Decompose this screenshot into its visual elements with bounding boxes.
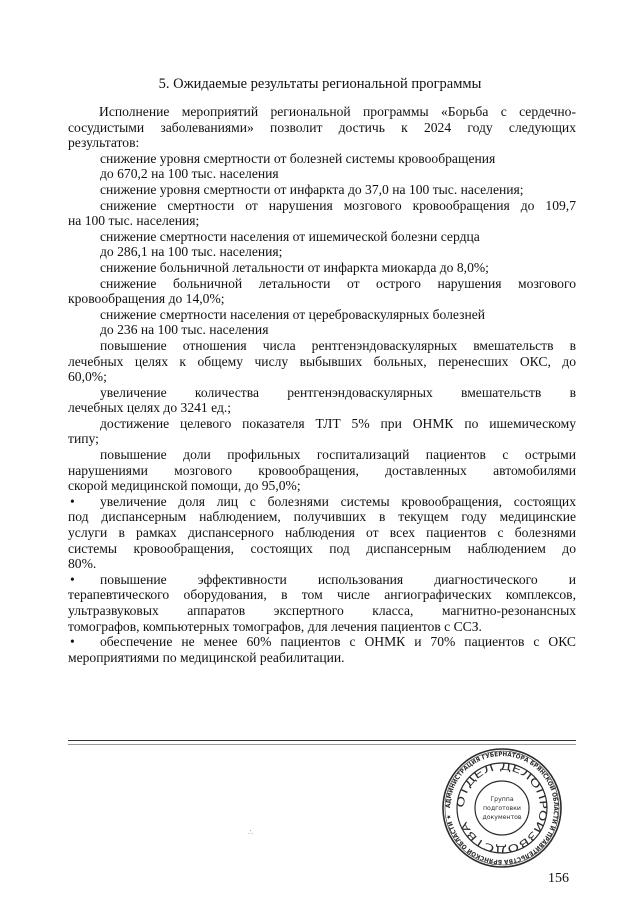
text-line (68, 276, 576, 292)
text-line (68, 244, 576, 260)
text-line (68, 104, 576, 120)
text-line-content: мероприятиями по медицинской реабилитации. (68, 649, 345, 665)
scan-speck: ∴ (248, 828, 254, 837)
text-line (68, 166, 576, 182)
text-line (68, 572, 576, 588)
text-line-content: Исполнение мероприятий региональной программы «Борьба с сердечно- (99, 104, 576, 119)
text-line (68, 478, 576, 494)
text-line (68, 322, 576, 338)
text-line-content: лечебных целях до 3241 ед.; (68, 400, 232, 416)
text-line-content: повышение отношения числа рентгенэндоваскулярных вмешательств в (100, 337, 576, 353)
text-line-content: достижение целевого показателя ТЛТ 5% при ОНМК по ишемическому (100, 415, 576, 431)
bullet-marker: • (70, 493, 75, 509)
text-line (68, 509, 576, 525)
text-line-content: на 100 тыс. населения; (68, 213, 200, 229)
text-line-content: снижение уровня смертности от болезней системы кровообращения (100, 150, 496, 166)
page-number: 156 (548, 871, 569, 886)
text-line-content: терапевтического оборудования, в том числе ангиографических комплексов, (68, 587, 576, 603)
section-heading: 5. Ожидаемые результаты региональной программы (158, 76, 482, 92)
text-line-content: повышение доли профильных госпитализаций пациентов с острыми (100, 447, 576, 463)
text-line (68, 463, 576, 479)
stamp-center-line-3: документов (482, 814, 522, 821)
text-line (68, 135, 576, 151)
body-text (68, 104, 576, 665)
text-line (68, 291, 576, 307)
text-line (68, 198, 576, 214)
stamp-center-line-1: Группа (490, 796, 514, 803)
text-line-content: 60,0%; (68, 369, 107, 385)
text-line (68, 634, 576, 650)
text-line-content: кровообращения до 14,0%; (68, 291, 225, 307)
text-line-content: до 286,1 на 100 тыс. населения; (100, 244, 283, 260)
text-line (68, 307, 576, 323)
text-line-content: увеличение доля лиц с болезнями системы кровообращения, состоящих (100, 493, 576, 509)
text-line (68, 587, 576, 603)
text-line (68, 385, 576, 401)
stamp-inner-ring-text: ОТДЕЛ ДЕЛОПРОИЗВОДСТВА (455, 761, 549, 855)
text-line-content: до 236 на 100 тыс. населения (100, 322, 269, 338)
text-line (68, 541, 576, 557)
separator-line (68, 740, 576, 741)
text-line (68, 556, 576, 572)
text-line (68, 416, 576, 432)
text-line-content: снижение уровня смертности от инфаркта до 37,0 на 100 тыс. населения; (100, 181, 524, 197)
text-line-content: скорой медицинской помощи, до 95,0%; (68, 478, 301, 494)
text-line-content: обеспечение не менее 60% пациентов с ОНМК и 70% пациентов с ОКС (100, 634, 576, 650)
text-line (68, 619, 576, 635)
text-line (68, 369, 576, 385)
official-stamp (441, 747, 563, 869)
text-line-content: томографов, компьютерных томографов, для лечения пациентов с ССЗ. (68, 618, 482, 634)
text-line (68, 431, 576, 447)
text-line (68, 338, 576, 354)
text-line-content: типу; (68, 431, 99, 447)
text-line-content: до 670,2 на 100 тыс. населения (100, 166, 279, 182)
bullet-marker: • (70, 571, 75, 587)
stamp-outer-ring-text: АДМИНИСТРАЦИЯ ГУБЕРНАТОРА БРЯНСКОЙ ОБЛАСТИ И ПРАВИТЕЛЬСТВА БРЯНСКОЙ ОБЛАСТИ ★ (444, 750, 560, 866)
text-line-content: ультразвуковых аппаратов экспертного класса, магнитно-резонансных (68, 603, 576, 618)
bullet-marker: • (70, 634, 75, 650)
separator-line-secondary (68, 744, 576, 745)
text-line-content: лечебных целях к общему числу выбывших больных, перенесших ОКС, до (68, 353, 576, 369)
text-line (68, 447, 576, 463)
text-line (68, 120, 576, 136)
text-line-content: снижение смертности населения от цереброваскулярных болезней (100, 306, 486, 322)
stamp-center-line-2: подготовки (483, 805, 521, 812)
text-line (68, 151, 576, 167)
text-line-content: снижение больничной летальности от острого нарушения мозгового (100, 275, 576, 291)
text-line-content: результатов: (68, 135, 140, 151)
text-line-content: нарушениями мозгового кровообращения, доставленных автомобилями (68, 462, 576, 478)
text-line-content: под диспансерным наблюдением, получивших в текущем году медицинские (68, 509, 576, 525)
text-line (68, 650, 576, 666)
text-line (68, 182, 576, 198)
text-line (68, 213, 576, 229)
text-line (68, 260, 576, 276)
text-line (68, 400, 576, 416)
text-line (68, 354, 576, 370)
text-line (68, 494, 576, 510)
text-line (68, 525, 576, 541)
text-line-content: сосудистыми заболеваниями» позволит достичь к 2024 году следующих (68, 119, 576, 135)
text-line-content: увеличение количества рентгенэндоваскулярных вмешательств в (100, 384, 576, 400)
text-line-content: повышение эффективности использования диагностического и (100, 571, 576, 587)
text-line-content: услуги в рамках диспансерного наблюдения от всех пациентов с болезнями (68, 525, 576, 541)
text-line (68, 603, 576, 619)
text-line-content: снижение больничной летальности от инфаркта миокарда до 8,0%; (100, 259, 489, 275)
text-line-content: снижение смертности от нарушения мозгового кровообращения до 109,7 (100, 197, 576, 213)
text-line-content: снижение смертности населения от ишемической болезни сердца (100, 228, 480, 244)
text-line-content: системы кровообращения, состоящих под диспансерным наблюдением до (68, 540, 576, 556)
text-line (68, 229, 576, 245)
text-line-content: 80%. (68, 556, 97, 572)
